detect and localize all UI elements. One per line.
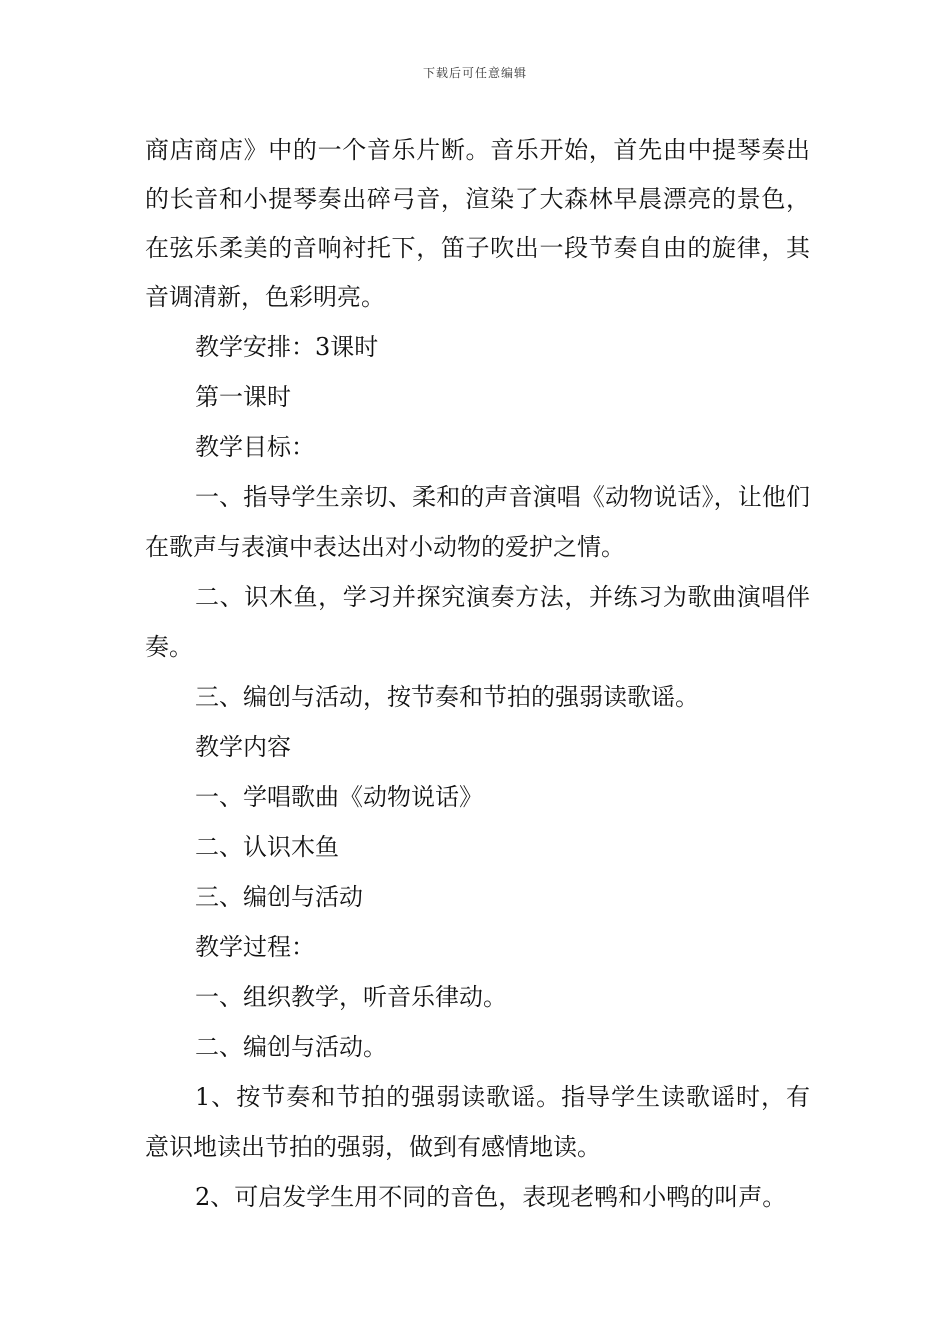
paragraph-lesson-title: 第一课时 xyxy=(195,383,291,411)
document-body xyxy=(145,126,810,1222)
paragraph-objective-3: 三、编创与活动，按节奏和节拍的强弱读歌谣。 xyxy=(195,683,699,711)
paragraph-content-heading: 教学内容 xyxy=(195,733,291,761)
paragraph-content-2: 二、认识木鱼 xyxy=(195,833,339,861)
paragraph-objective-2: 二、识木鱼，学习并探究演奏方法，并练习为歌曲演唱伴奏。 xyxy=(145,583,810,661)
paragraph-step-2: 2、可启发学生用不同的音色，表现老鸭和小鸭的叫声。 xyxy=(195,1183,787,1211)
paragraph-process-2: 二、编创与活动。 xyxy=(195,1033,387,1061)
header-note: 下载后可任意编辑 xyxy=(422,66,527,80)
paragraph-continuation: 商店商店》中的一个音乐片断。音乐开始，首先由中提琴奏出的长音和小提琴奏出碎弓音，渲染了大森林早晨漂亮的景色，在弦乐柔美的音响衬托下，笛子吹出一段节奏自由的旋律，其音调清新，色彩明亮。 xyxy=(145,136,810,311)
paragraph-content-1: 一、学唱歌曲《动物说话》 xyxy=(195,783,483,811)
paragraph-schedule: 教学安排：3课时 xyxy=(195,333,379,361)
paragraph-content-3: 三、编创与活动 xyxy=(195,883,363,911)
paragraph-objectives-heading: 教学目标： xyxy=(195,433,315,461)
paragraph-process-heading: 教学过程： xyxy=(195,933,315,961)
paragraph-step-1: 1、按节奏和节拍的强弱读歌谣。指导学生读歌谣时，有意识地读出节拍的强弱，做到有感情地读。 xyxy=(145,1083,810,1161)
paragraph-process-1: 一、组织教学，听音乐律动。 xyxy=(195,983,507,1011)
paragraph-objective-1: 一、指导学生亲切、柔和的声音演唱《动物说话》，让他们在歌声与表演中表达出对小动物的爱护之情。 xyxy=(145,483,810,561)
